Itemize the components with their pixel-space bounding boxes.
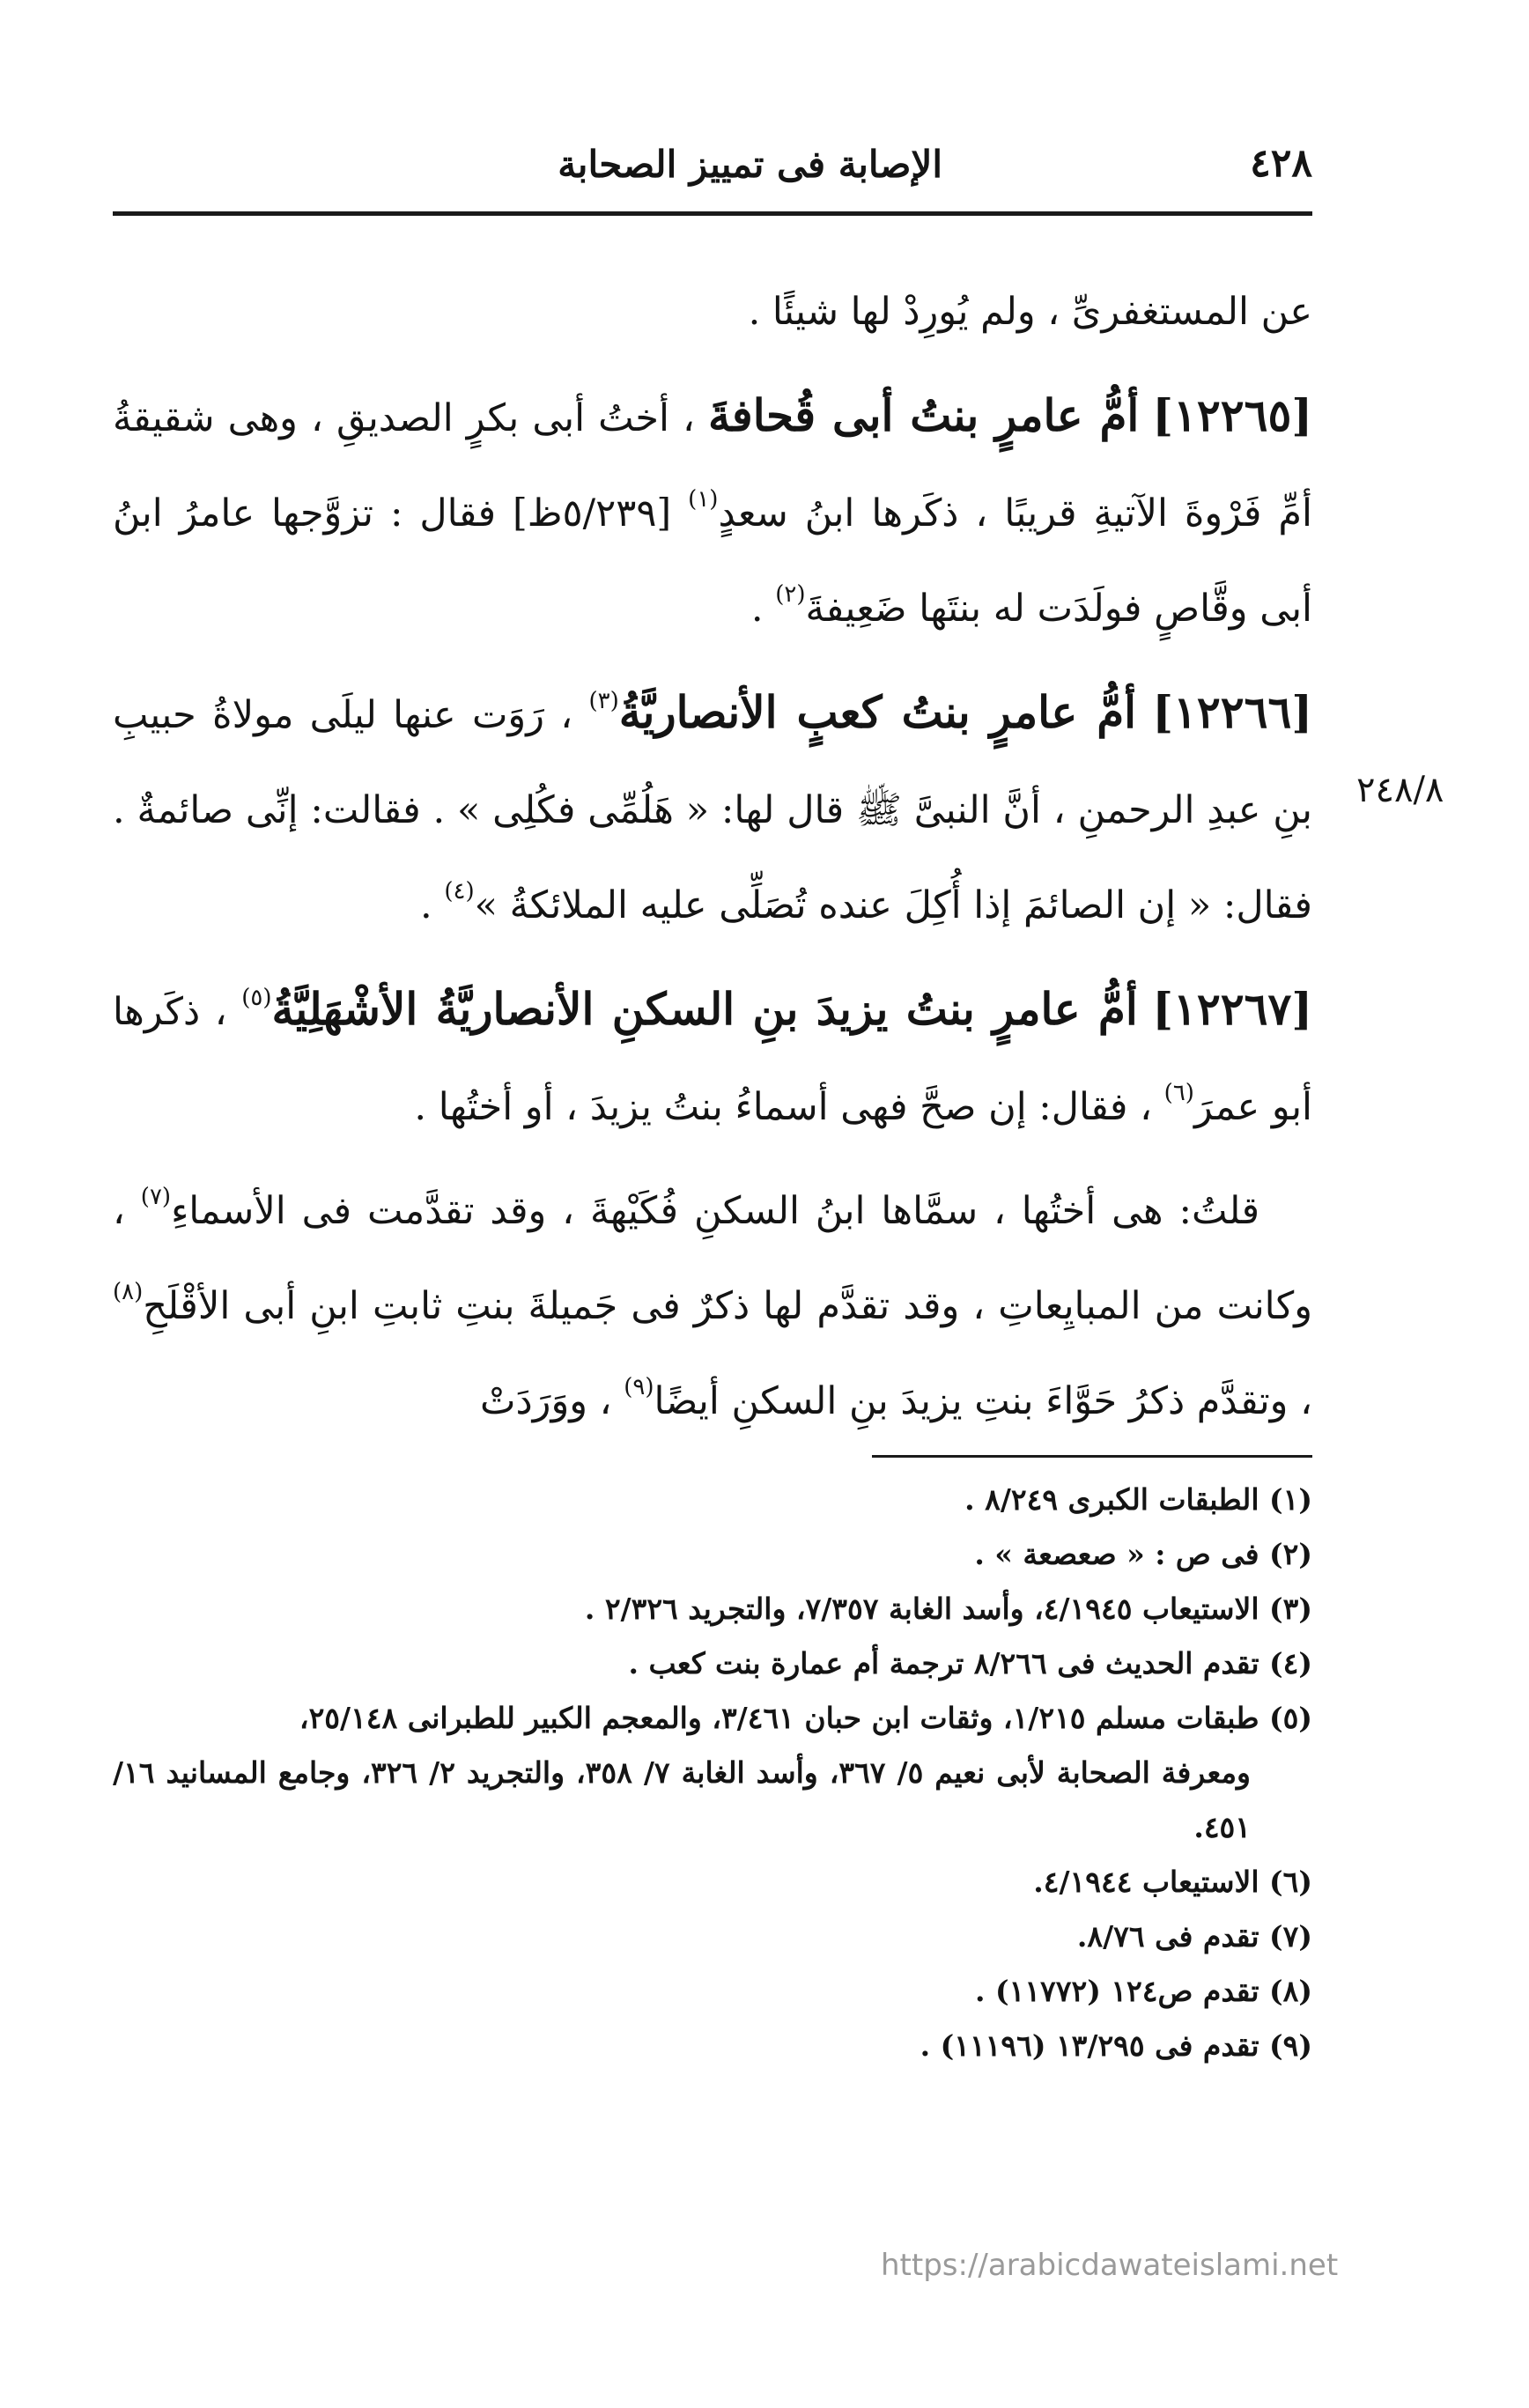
entry-text: ، رَوَت عنها ليلَى مولاةُ حبيبِ بنِ عبدِ الرحمنِ ، أنَّ النبىَّ ﷺ قال لها: « هَلُمِّى فكُلِى » . فقالت: إنِّى صائمةٌ . فقال: « إن الصائمَ إذا أُكِلَ عنده تُصَلِّى عليه الملائكةُ » [113,693,1312,927]
entry-text: ، أختُ أبى بكرٍ الصديقِ ، وهى شقيقةُ أمِّ فَرْوةَ الآتيةِ قريبًا ، ذكَرها ابنُ سعدٍ [113,396,1312,536]
footnote-ref[interactable]: (٥) [241,985,272,1011]
page-number: ٤٢٨ [1250,141,1312,186]
paragraph-text: ، ووَرَدَتْ [480,1379,612,1423]
footnote-ref[interactable]: (٩) [624,1374,654,1400]
footnote-ref[interactable]: (١) [688,486,719,513]
watermark-url: https://arabicdawateislami.net [881,2248,1339,2283]
footnote-ref[interactable]: (٢) [775,581,806,608]
entry-name: أمُّ عامرٍ بنتُ يزيدَ بنِ السكنِ الأنصاريَّةُ الأشْهَلِيَّةُ [271,983,1138,1035]
page-header [113,132,1312,206]
paragraph-text: قلتُ: هى أختُها ، سمَّاها ابنُ السكنِ فُكَيْهةَ ، وقد تقدَّمت فى الأسماءِ [171,1189,1260,1233]
entry-name: أمُّ عامرٍ بنتُ أبى قُحافةَ [708,389,1140,441]
entry-12266 [113,665,1312,953]
paragraph-intro [113,264,1312,359]
paragraph-comment [113,1163,1312,1449]
entry-number: [١٢٢٦٦] [1152,686,1313,738]
footnote-separator [872,1455,1312,1458]
entry-text: . [420,883,432,927]
footnote-7: (٧) تقدم فى ٨/٧٦. [1076,1919,1312,1954]
entry-number: [١٢٢٦٥] [1152,389,1313,441]
main-text [113,264,1312,1458]
footnote-ref[interactable]: (٧) [140,1184,172,1210]
footnote-ref[interactable]: (٣) [588,688,619,714]
footnote-ref[interactable]: (٦) [1163,1080,1194,1106]
paragraph-text: ، وتقدَّم ذكرُ حَوَّاءَ بنتِ يزيدَ بنِ السكنِ أيضًا [654,1379,1312,1423]
entry-name: أمُّ عامرٍ بنتُ كعبٍ الأنصاريَّةُ [618,686,1137,738]
footnote-4: (٤) تقدم الحديث فى ٨/٢٦٦ ترجمة أم عمارة بنت كعب . [628,1646,1312,1680]
footnote-1: (١) الطبقات الكبرى ٨/٢٤٩ . [964,1482,1312,1517]
paragraph-text: عن المستغفرىِّ ، ولم يُورِدْ لها شيئًا . [748,290,1312,334]
paragraph-text: ، وكانت من المبايِعاتِ ، وقد تقدَّم لها ذكرٌ فى جَميلةَ بنتِ ثابتِ ابنِ أبى الأقْلَحِ [113,1189,1312,1328]
footnote-ref[interactable]: (٤) [444,878,475,905]
running-title: الإصابة فى تمييز الصحابة [558,143,942,186]
footnote-9: (٩) تقدم فى ١٣/٢٩٥ (١١١٩٦) . [920,2028,1312,2063]
entry-12267 [113,962,1312,1155]
footnote-5-continued [113,1746,1312,1855]
margin-note: ٢٤٨/٨ [1356,770,1444,810]
footnote-8: (٨) تقدم ص١٢٤ (١١٧٧٢) . [975,1974,1312,2008]
footnotes [113,1473,1312,2073]
entry-text: [٥/٢٣٩ظ] فقال : تزوَّجها عامرُ ابنُ أبى وقَّاصٍ فولَدَت له بنتَها ضَعِيفةَ [113,491,1312,631]
entry-text: ، ذكَرها أبو عمرَ [113,990,1312,1129]
footnote-2: (٢) فى ص : « صعصعة » . [974,1537,1312,1571]
footnote-5: (٥) طبقات مسلم ١/٢١٥، وثقات ابن حبان ٣/٤٦١، والمعجم الكبير للطبرانى ٢٥/١٤٨، [299,1701,1312,1735]
footnote-6: (٦) الاستيعاب ٤/١٩٤٤. [1033,1865,1312,1899]
footnote-continuation: ومعرفة الصحابة لأبى نعيم ٥/ ٣٦٧، وأسد الغابة ٧/ ٣٥٨، والتجريد ٢/ ٣٢٦، وجامع المسانيد ١٦/ ٤٥١. [113,1755,1251,1844]
footnote-3: (٣) الاستيعاب ٤/١٩٤٥، وأسد الغابة ٧/٣٥٧، والتجريد ٢/٣٢٦ . [584,1592,1312,1626]
entry-text: ، فقال: إن صحَّ فهى أسماءُ بنتُ يزيدَ ، أو أختُها . [414,1085,1152,1129]
entry-number: [١٢٢٦٧] [1152,983,1312,1035]
entry-12265 [113,368,1312,656]
header-rule [113,211,1312,216]
entry-text: . [750,587,764,631]
footnote-ref[interactable]: (٨) [113,1279,144,1305]
